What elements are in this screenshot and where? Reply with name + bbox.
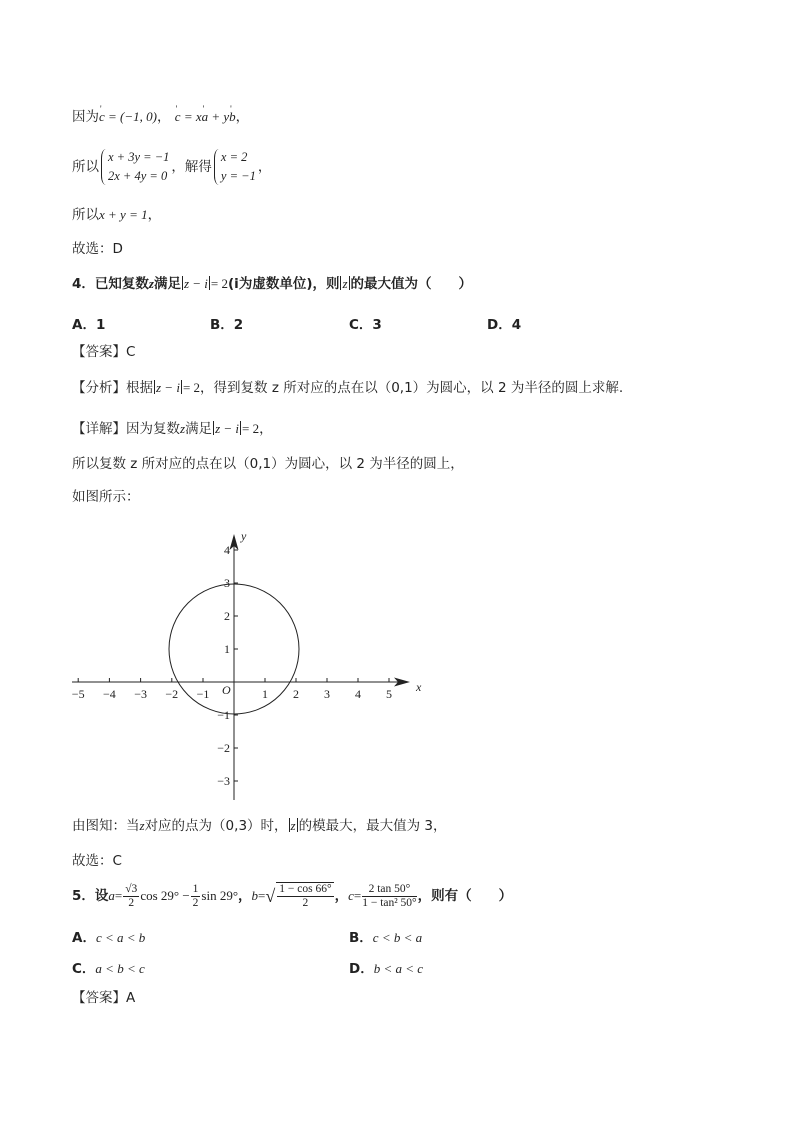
x-tick-label: 1 (262, 687, 268, 701)
answer-choice-4: 故选：C (72, 853, 122, 869)
conclusion-text: 由图知：当z对应的点为（0,3）时， z 的模最大，最大值为 3， (72, 818, 447, 834)
x-tick-label: 4 (355, 687, 361, 701)
formula-c-vector: ' c = (−1, 0) (99, 109, 157, 124)
y-tick-label: 1 (224, 642, 230, 656)
answer-label-5: 【答案】A (72, 990, 136, 1006)
x-tick-label: 2 (293, 687, 299, 701)
y-tick-label: 4 (224, 543, 230, 557)
y-tick-label: −1 (217, 708, 230, 722)
x-tick-labels (72, 687, 392, 701)
option-5c: C．a < b < c (72, 961, 145, 977)
analysis-text: 【分析】根据 z − i = 2，得到复数 z 所对应的点在以（0,1）为圆心，以 2 为半径的圆上求解. (72, 380, 624, 396)
option-a: A．1 (72, 317, 106, 333)
answer-choice-prev: 故选：D (72, 241, 123, 257)
option-c: C．3 (349, 317, 382, 333)
y-tick-labels (217, 543, 230, 788)
y-tick-label: 3 (224, 576, 230, 590)
x-tick-label: −4 (103, 687, 116, 701)
fraction-sqrt3-over-2: $\frac{√3}{2}$ (125, 882, 138, 909)
option-5d: D．b < a < c (349, 961, 424, 977)
y-tick-label: −3 (217, 774, 230, 788)
fraction-1-over-2: $\frac{1}{2}$ (192, 882, 199, 909)
y-ticks (234, 550, 238, 781)
formula-sum: x + y = 1 (99, 207, 148, 222)
y-tick-label: 2 (224, 609, 230, 623)
option-b: B．2 (210, 317, 244, 333)
option-5b: B．c < b < a (349, 930, 423, 946)
x-tick-label: 3 (324, 687, 330, 701)
detail-line-2: 所以复数 z 所对应的点在以（0,1）为圆心，以 2 为半径的圆上， (72, 456, 464, 472)
y-tick-label: −2 (217, 741, 230, 755)
x-tick-label: −5 (71, 687, 85, 701)
x-tick-label: 5 (386, 687, 392, 701)
question-4: 4．已知复数z满足 z − i = 2(i为虚数单位)，则 z 的最大值为（ ） (72, 276, 473, 292)
circle-graph (0, 520, 794, 860)
x-tick-label: −2 (165, 687, 179, 701)
x-axis-label: x (416, 680, 422, 694)
x-tick-label: −1 (196, 687, 210, 701)
question-5: 5．设a= $\frac{√3}{2}$ cos 29° − $\frac{1}{2}$ sin 29°，b=√ $\frac{1 - \cos 66^\circ}{2}$ ，c= $\frac{2 \tan 50^\circ}{\text{1 − tan² 50°}}$ ，则有（ ） (72, 882, 513, 909)
option-d: D．4 (487, 317, 522, 333)
x-tick-label: −3 (134, 687, 147, 701)
origin-label: O (222, 683, 231, 697)
y-axis-label: y (241, 529, 247, 543)
detail-text: 【详解】因为复数z满足 z − i = 2， (72, 421, 273, 437)
formula-c-combination: ' c = x' a + y' b (175, 109, 236, 124)
answer-label: 【答案】C (72, 344, 136, 360)
fraction-tan50: $\frac{2 \tan 50^\circ}{\text{1 − tan² 50°}}$ (362, 882, 417, 909)
solution-system: x = 2 y = −1 (214, 148, 256, 186)
fraction-sqrt-cos66: $\frac{1 - \cos 66^\circ}{2}$ (276, 882, 333, 910)
option-5a: A．c < a < b (72, 930, 146, 946)
line-system: 所以 x + 3y = −1 2x + 4y = 0 ，解得 x = 2 y = −1 ， (72, 148, 271, 186)
detail-line-3: 如图所示： (72, 489, 140, 505)
line-vector-c: 因为' c = (−1, 0)， ' c = x' a + y' b， (72, 108, 249, 126)
line-sum: 所以x + y = 1， (72, 207, 162, 223)
equation-system: x + 3y = −1 2x + 4y = 0 (101, 148, 169, 186)
